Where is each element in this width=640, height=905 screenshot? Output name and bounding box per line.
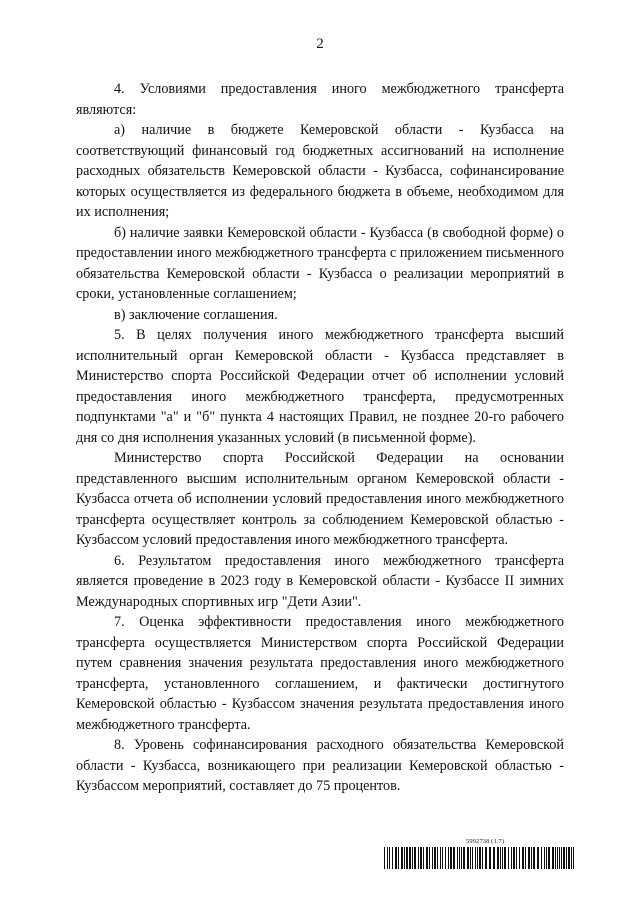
- page-number: 2: [316, 36, 324, 52]
- paragraph-4c: в) заключение соглашения.: [114, 306, 278, 323]
- paragraph-5: 5. В целях получения иного межбюджетного трансферта высший исполнительный орган Кемеровской области - Кузбасса представляет в Министерство спорта Российской Федерации отчет об исполнении условий предоставления иного межбюджетного трансферта, предусмотренных подпунктами "а" и "б" пункта 4 настоящих Правил, не позднее 20-го рабочего дня со дня исполнения указанных условий (в письменной форме).: [76, 327, 564, 446]
- paragraph-4: 4. Условиями предоставления иного межбюджетного трансферта являются:: [76, 81, 564, 118]
- paragraph-5-cont: Министерство спорта Российской Федерации на основании представленного высшим исполнительным органом Кемеровской области - Кузбасса отчета об исполнении условий предоставления иного межбюджетного трансферта осуществляет контроль за соблюдением Кемеровской областью - Кузбассом условий предоставления иного межбюджетного трансферта.: [76, 450, 564, 548]
- paragraph-6: 6. Результатом предоставления иного межбюджетного трансферта является проведение в 2023 году в Кемеровской области - Кузбассе II зимних Международных спортивных игр "Дети Азии".: [76, 552, 564, 610]
- document-body: [76, 79, 564, 797]
- paragraph-8: 8. Уровень софинансирования расходного обязательства Кемеровской области - Кузбасса, возникающего при реализации Кемеровской областью - Кузбассом мероприятий, составляет до 75 процентов.: [76, 737, 564, 794]
- paragraph-4a: а) наличие в бюджете Кемеровской области - Кузбасса на соответствующий финансовый год бюджетных ассигнований на исполнение расходных обязательств Кемеровской области - Кузбасса, софинансирование которых осуществляется из федерального бюджета в объеме, необходимом для их исполнения;: [76, 122, 564, 220]
- paragraph-7: 7. Оценка эффективности предоставления иного межбюджетного трансферта осуществляется Министерством спорта Российской Федерации путем сравнения значения результата предоставления иного межбюджетного трансферта, установленного соглашением, и фактически достигнутого Кемеровской областью - Кузбассом значения результата предоставления иного межбюджетного трансферта.: [76, 614, 564, 733]
- paragraph-4b: б) наличие заявки Кемеровской области - Кузбасса (в свободной форме) о предоставлении иного межбюджетного трансферта с приложением письменного обязательства Кемеровской области - Кузбасса о реализации мероприятий в сроки, установленные соглашением;: [76, 224, 564, 302]
- barcode-label: 5992738 (1.7): [466, 838, 505, 845]
- barcode-bars: [384, 847, 576, 869]
